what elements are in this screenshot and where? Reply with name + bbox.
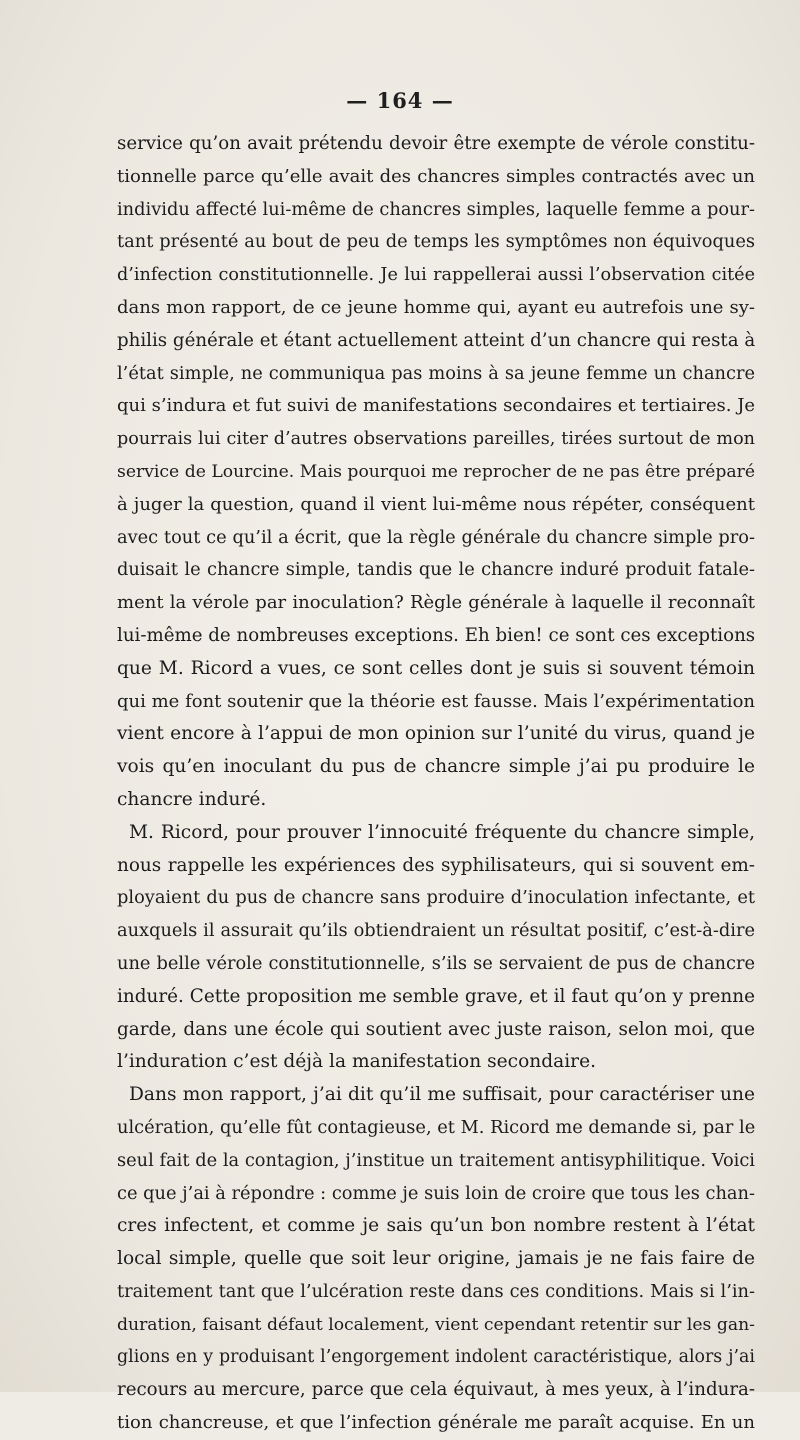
text-line: l’état simple, ne communiqua pas moins à sa jeune femme un chancre bbox=[117, 362, 755, 384]
text-line: service de Lourcine. Mais pourquoi me reprocher de ne pas être préparé bbox=[117, 461, 755, 482]
text-line: local simple, quelle que soit leur origine, jamais je ne fais faire de bbox=[117, 1248, 755, 1270]
text-line: dans mon rapport, de ce jeune homme qui, ayant eu autrefois une sy- bbox=[117, 296, 755, 318]
text-line: duration, faisant défaut localement, vient cependant retentir sur les gan- bbox=[117, 1314, 755, 1335]
text-line: ulcération, qu’elle fût contagieuse, et M. Ricord me demande si, par le bbox=[117, 1116, 756, 1138]
text-line: tionnelle parce qu’elle avait des chancres simples contractés avec un bbox=[117, 165, 755, 187]
text-line: nous rappelle les expériences des syphilisateurs, qui si souvent em- bbox=[117, 854, 755, 876]
text-line: avec tout ce qu’il a écrit, que la règle générale du chancre simple pro- bbox=[117, 526, 755, 548]
text-line: que M. Ricord a vues, ce sont celles dont je suis si souvent témoin bbox=[117, 657, 755, 679]
text-line: ce que j’ai à répondre : comme je suis loin de croire que tous les chan- bbox=[117, 1182, 755, 1204]
text-line: cres infectent, et comme je sais qu’un bon nombre restent à l’état bbox=[117, 1215, 755, 1237]
text-line: tant présenté au bout de peu de temps les symptômes non équivoques bbox=[117, 231, 755, 253]
text-line: Dans mon rapport, j’ai dit qu’il me suffisait, pour caractériser une bbox=[129, 1084, 755, 1106]
text-line: seul fait de la contagion, j’institue un traitement antisyphilitique. Voici bbox=[117, 1149, 755, 1171]
text-line: garde, dans une école qui soutient avec juste raison, selon moi, que bbox=[117, 1018, 755, 1040]
page-number: — 164 — bbox=[346, 88, 454, 113]
text-line: vois qu’en inoculant du pus de chancre simple j’ai pu produire le bbox=[117, 756, 755, 778]
text-line: d’infection constitutionnelle. Je lui rappellerai aussi l’observation citée bbox=[117, 265, 755, 286]
text-line: pourrais lui citer d’autres observations pareilles, tirées surtout de mon bbox=[117, 429, 755, 450]
text-line: lui-même de nombreuses exceptions. Eh bien! ce sont ces exceptions bbox=[117, 624, 756, 646]
text-line: service qu’on avait prétendu devoir être exempte de vérole constitu- bbox=[117, 133, 755, 154]
text-line: recours au mercure, parce que cela équivaut, à mes yeux, à l’indura- bbox=[117, 1379, 755, 1401]
text-line: individu affecté lui-même de chancres simples, laquelle femme a pour- bbox=[117, 198, 755, 220]
text-line: qui me font soutenir que la théorie est fausse. Mais l’expérimentation bbox=[117, 690, 755, 712]
body-text bbox=[117, 128, 755, 1440]
text-line: glions en y produisant l’engorgement indolent caractéristique, alors j’ai bbox=[117, 1347, 755, 1368]
text-line: philis générale et étant actuellement atteint d’un chancre qui resta à bbox=[117, 329, 756, 351]
text-line: à juger la question, quand il vient lui-même nous répéter, conséquent bbox=[117, 493, 755, 515]
text-line: traitement tant que l’ulcération reste dans ces conditions. Mais si l’in- bbox=[117, 1280, 755, 1302]
text-line: ment la vérole par inoculation? Règle générale à laquelle il reconnaît bbox=[117, 592, 755, 614]
text-line: tion chancreuse, et que l’infection générale me paraît acquise. En un bbox=[117, 1412, 755, 1434]
text-line: M. Ricord, pour prouver l’innocuité fréquente du chancre simple, bbox=[129, 821, 755, 843]
text-line: chancre induré. bbox=[117, 788, 267, 810]
text-line: l’induration c’est déjà la manifestation secondaire. bbox=[117, 1051, 596, 1073]
text-line: vient encore à l’appui de mon opinion sur l’unité du virus, quand je bbox=[117, 723, 755, 745]
text-line: induré. Cette proposition me semble grave, et il faut qu’on y prenne bbox=[117, 985, 755, 1007]
text-line: duisait le chancre simple, tandis que le chancre induré produit fatale- bbox=[117, 559, 755, 581]
text-line: auxquels il assurait qu’ils obtiendraient un résultat positif, c’est-à-dire bbox=[117, 920, 755, 942]
text-line: une belle vérole constitutionnelle, s’ils se servaient de pus de chancre bbox=[117, 952, 755, 974]
text-line: ployaient du pus de chancre sans produire d’inoculation infectante, et bbox=[117, 887, 755, 909]
text-line: qui s’indura et fut suivi de manifestations secondaires et tertiaires. Je bbox=[117, 395, 756, 417]
